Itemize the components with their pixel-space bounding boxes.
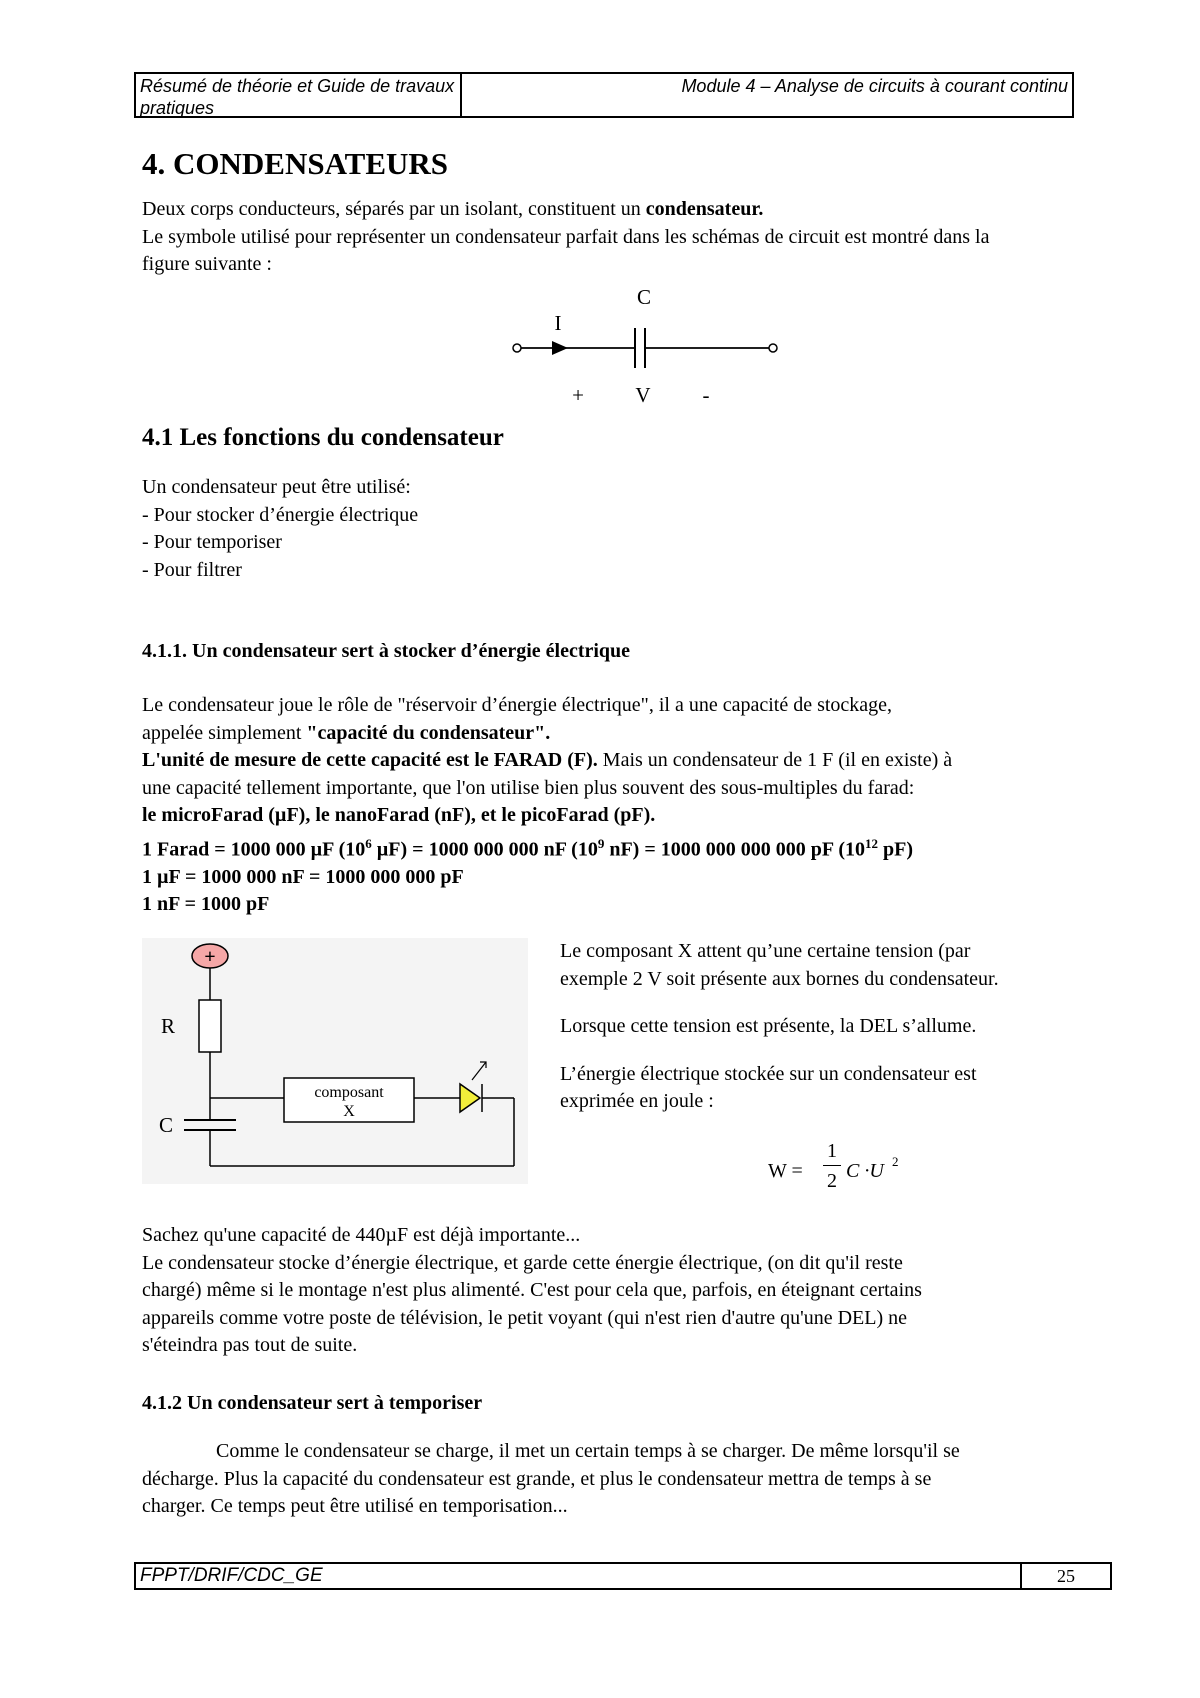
formula-w: W = [768,1160,803,1182]
intro-line3: figure suivante : [142,253,272,275]
positive-label: + [204,946,216,968]
body-line: s'éteindra pas tout de suite. [142,1334,358,1356]
page-header [134,72,1074,118]
side-line: exprimée en joule : [560,1090,714,1112]
body-line: charger. Ce temps peut être utilisé en temporisation... [142,1495,568,1517]
units-line: le microFarad (µF), le nanoFarad (nF), et le picoFarad (pF). [142,804,656,826]
symbol-label-plus: + [572,383,584,407]
list-item: - Pour stocker d’énergie électrique [142,503,419,526]
header-left: Résumé de théorie et Guide de travaux pratiques [136,74,462,116]
symbol-label-i: I [554,311,562,335]
section-4-1-lead: Un condensateur peut être utilisé: [142,476,411,498]
eq-part: 1 Farad = 1000 000 µF (10 [142,838,366,861]
intro-line2: Le symbole utilisé pour représenter un condensateur parfait dans les schémas de circuit est montré dans la [142,225,990,248]
body-line-bold: "capacité du condensateur". [306,721,551,744]
symbol-label-c: C [636,285,652,309]
section-4-1-2-body [142,1438,1142,1521]
body-line-bold: L'unité de mesure de cette capacité est le FARAD (F). [142,749,598,771]
body-line: appelée simplement [142,721,307,744]
eq-part: pF) [878,838,913,861]
energy-formula [768,1140,928,1202]
body-line: Le condensateur joue le rôle de "réservoir d’énergie électrique", il a une capacité de stockage, [142,694,893,716]
body-line: Comme le condensateur se charge, il met un certain temps à se charger. De même lorsqu'il se [216,1440,960,1462]
capacitor-label: C [158,1113,174,1137]
symbol-label-minus: - [702,383,710,407]
fraction-bar [823,1165,841,1166]
equation-1 [142,830,1142,864]
footer-left: FPPT/DRIF/CDC_GE [136,1564,1022,1588]
page-footer [134,1562,1112,1590]
resistor-label: R [160,1014,176,1038]
header-right: Module 4 – Analyse de circuits à courant continu [681,76,1068,96]
body-line: décharge. Plus la capacité du condensateur est grande, et plus le condensateur mettra de temps à se [142,1467,932,1490]
eq-part: nF) = 1000 000 000 000 pF (10 [604,838,865,861]
body-line: chargé) même si le montage n'est plus alimenté. C'est pour cela que, parfois, en éteignant certains [142,1279,922,1301]
component-x-line1: composant [314,1084,384,1101]
storage-paragraph [142,1222,1142,1360]
formula-rhs: C ·U [846,1160,884,1182]
section-4-1-1-body [142,692,1142,919]
current-arrow-icon [552,341,568,355]
intro-paragraph [142,196,990,279]
list-item: - Pour temporiser [142,531,282,553]
led-circuit-diagram [142,938,528,1184]
eq-exponent: 12 [865,835,878,851]
equation-2: 1 µF = 1000 000 nF = 1000 000 000 pF [142,865,464,888]
intro-line1-bold: condensateur. [645,198,764,220]
component-x-line2: X [343,1103,355,1120]
eq-exponent: 9 [597,835,605,851]
body-line: Le condensateur stocke d’énergie électrique, et garde cette énergie électrique, (on dit qu'il reste [142,1251,903,1274]
terminal-right [769,344,777,352]
formula-exponent: 2 [892,1154,899,1169]
side-line: Lorsque cette tension est présente, la DEL s’allume. [560,1015,977,1037]
section-4-1-list [142,474,418,584]
side-line: L’énergie électrique stockée sur un condensateur est [560,1062,977,1085]
body-line: une capacité tellement importante, que l'on utilise bien plus souvent des sous-multiples du farad: [142,776,915,799]
section-4-1-1-title: 4.1.1. Un condensateur sert à stocker d’énergie électrique [142,640,631,662]
page-number: 25 [1057,1566,1075,1586]
symbol-label-v: V [635,383,651,407]
resistor-icon [199,1000,221,1052]
side-text [560,938,1120,1116]
terminal-left [513,344,521,352]
eq-exponent: 6 [365,835,372,851]
eq-part: µF) = 1000 000 000 nF (10 [371,838,598,861]
intro-line1: Deux corps conducteurs, séparés par un isolant, constituent un [142,198,646,220]
page-title: 4. CONDENSATEURS [142,146,449,181]
body-line: Sachez qu'une capacité de 440µF est déjà importante... [142,1224,581,1246]
body-line: appareils comme votre poste de télévision, le petit voyant (qui n'est rien d'autre qu'une DEL) ne [142,1306,908,1329]
equation-3: 1 nF = 1000 pF [142,893,270,916]
section-4-1-title: 4.1 Les fonctions du condensateur [142,424,504,451]
circuit-background [142,938,528,1184]
body-line: Mais un condensateur de 1 F (il en existe) à [597,749,953,771]
capacitor-symbol-diagram [500,282,800,412]
side-line: exemple 2 V soit présente aux bornes du condensateur. [560,967,999,990]
section-4-1-2-title: 4.1.2 Un condensateur sert à temporiser [142,1392,483,1414]
formula-denominator: 2 [827,1170,837,1192]
side-line: Le composant X attent qu’une certaine tension (par [560,940,971,962]
list-item: - Pour filtrer [142,558,242,581]
formula-numerator: 1 [827,1140,837,1162]
